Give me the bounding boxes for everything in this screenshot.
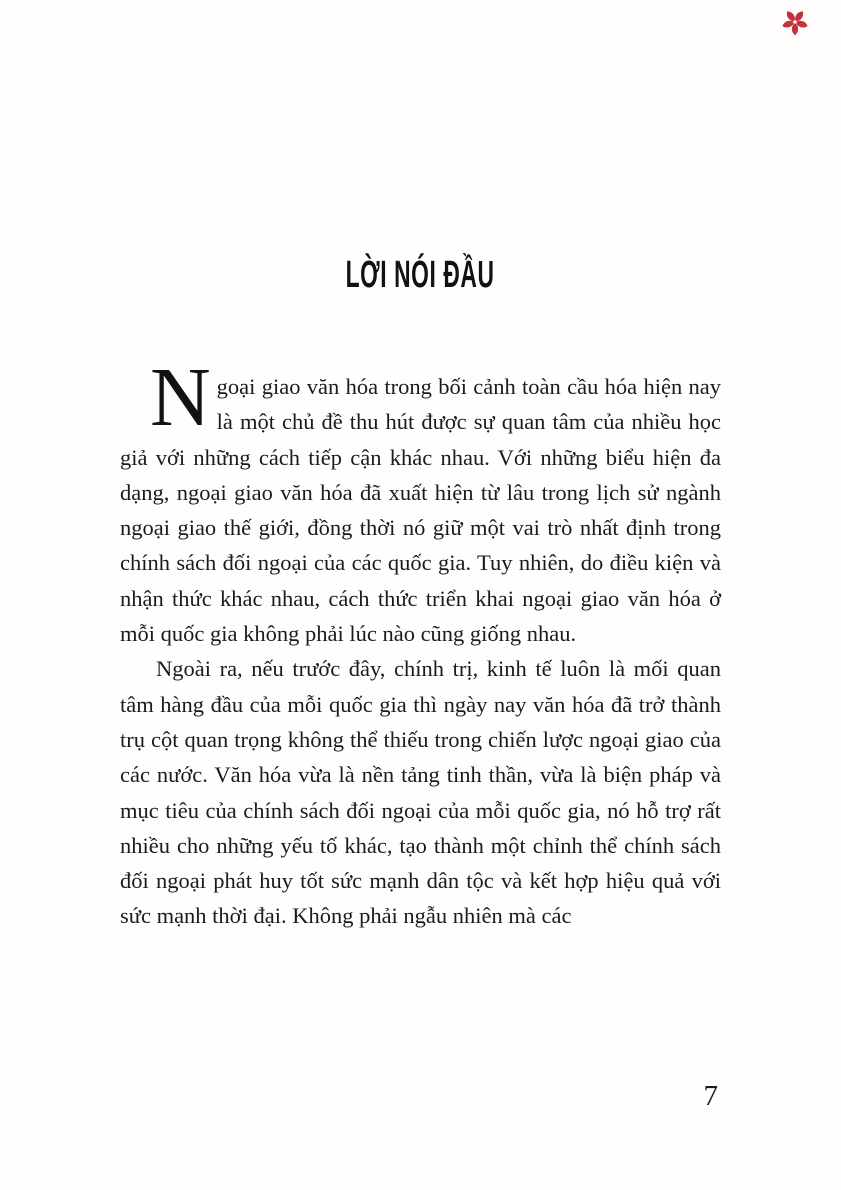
drop-cap-letter: N [150, 351, 211, 444]
chapter-title [120, 254, 721, 297]
paragraph-1 [120, 351, 721, 651]
paragraph-2: Ngoài ra, nếu trước đây, chính trị, kinh tế luôn là mối quan tâm hàng đầu của mỗi quốc gia thì ngày nay văn hóa đã trở thành trụ cột quan trọng không thể thiếu trong chiến lược ngoại giao của các nước. Văn hóa vừa là nền tảng tinh thần, vừa là biện pháp và mục tiêu của chính sách đối ngoại của mỗi quốc gia, nó hỗ trợ rất nhiều cho những yếu tố khác, tạo thành một chỉnh thể chính sách đối ngoại phát huy tốt sức mạnh dân tộc và kết hợp hiệu quả với sức mạnh thời đại. Không phải ngẫu nhiên mà các [120, 656, 721, 929]
page-number: 7 [703, 1080, 718, 1112]
body-text-block [120, 351, 721, 934]
flower-ornament-icon [779, 5, 811, 37]
chapter-title-text: LỜI NÓI ĐẦU [346, 254, 495, 296]
paragraph-1-text: goại giao văn hóa trong bối cảnh toàn cầu hóa hiện nay là một chủ đề thu hút được sự quan tâm của nhiều học giả với những cách tiếp cận khác nhau. Với những biểu hiện đa dạng, ngoại giao văn hóa đã xuất hiện từ lâu trong lịch sử ngành ngoại giao thế giới, đồng thời nó giữ một vai trò nhất định trong chính sách đối ngoại của các quốc gia. Tuy nhiên, do điều kiện và nhận thức khác nhau, cách thức triển khai ngoại giao văn hóa ở mỗi quốc gia không phải lúc nào cũng giống nhau. [120, 374, 721, 647]
